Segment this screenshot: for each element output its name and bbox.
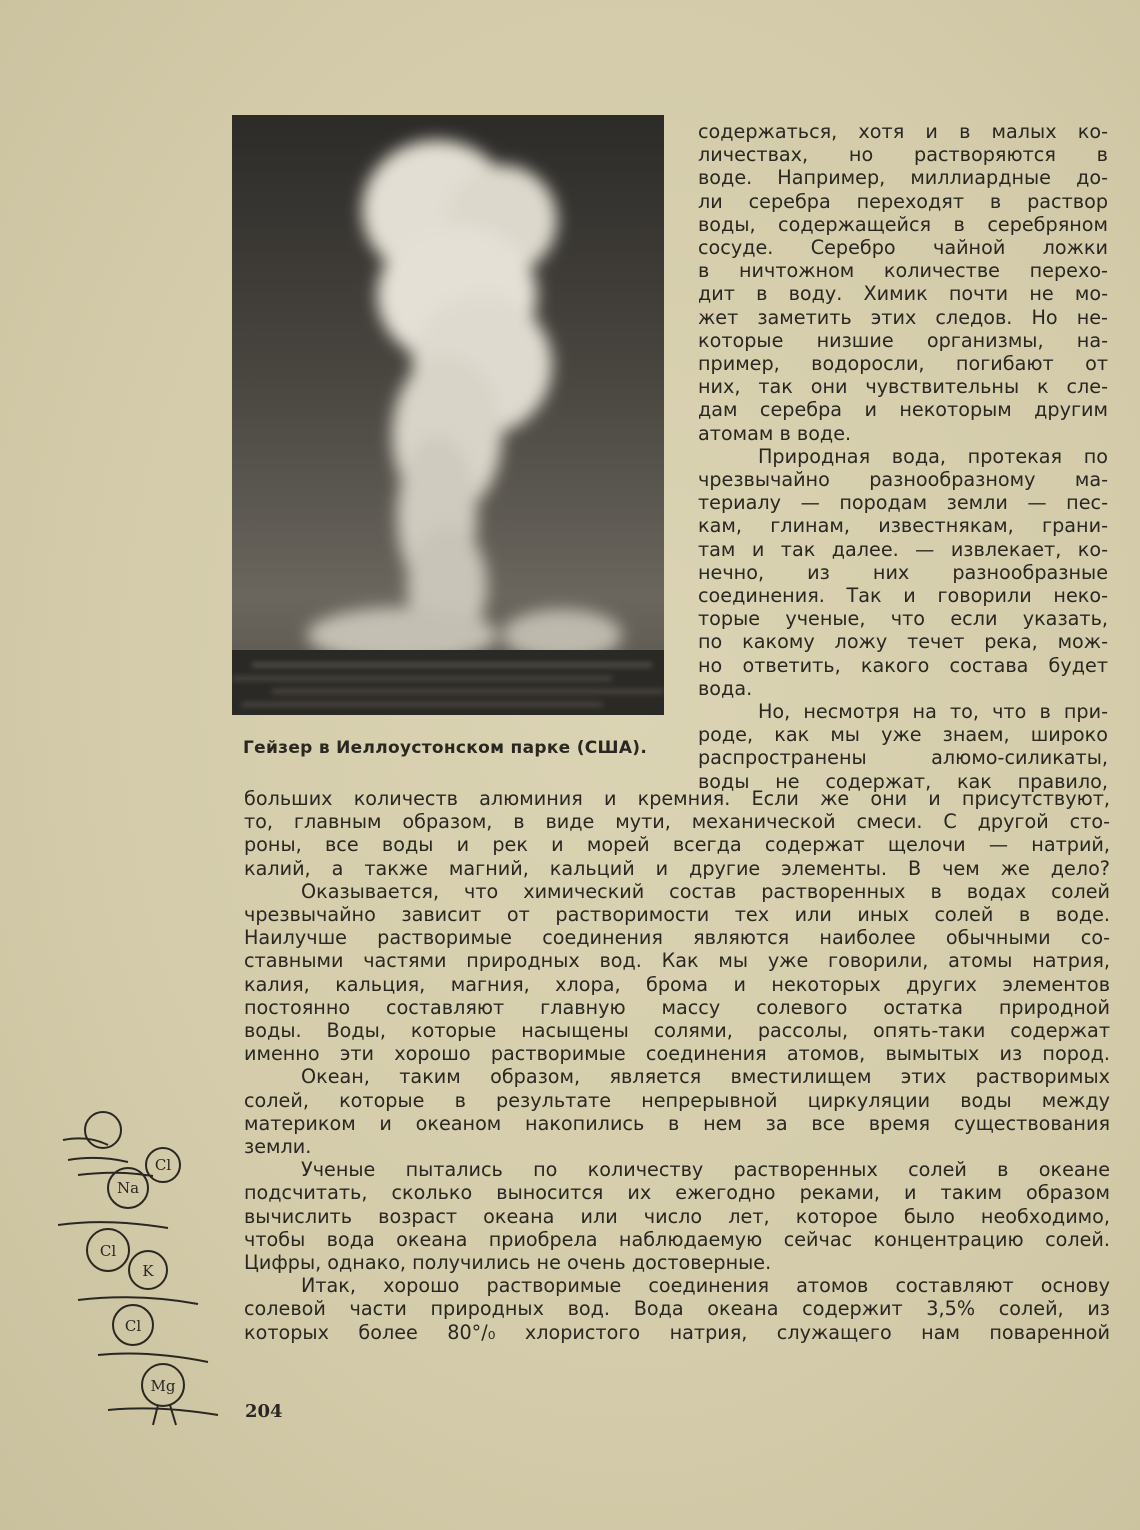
text-line: Итак, хорошо растворимые соединения атомов составляют основу	[301, 1274, 1110, 1298]
text-line: чтобы вода океана приобрела наблюдаемую сейчас концентрацию солей.	[244, 1227, 1110, 1251]
text-line: именно эти хорошо растворимые соединения атомов, вымытых из пород.	[244, 1042, 1110, 1066]
text-line: материком и океаном накопились в нем за все время существования	[244, 1111, 1110, 1135]
text-line: то, главным образом, в виде мути, механической смеси. С другой сто-	[244, 810, 1110, 834]
text-line: жет заметить этих следов. Но не-	[698, 305, 1108, 329]
text-line: воды не содержат, как правило,	[698, 769, 1108, 793]
text-line: сосуде. Серебро чайной ложки	[698, 236, 1108, 260]
atom-label: Cl	[124, 1317, 142, 1335]
text-line: кам, глинам, известнякам, грани-	[698, 514, 1108, 538]
text-line: чрезвычайно зависит от растворимости тех или иных солей в воде.	[244, 903, 1110, 927]
geyser-photo	[232, 115, 664, 715]
text-line: калия, кальция, магния, хлора, брома и некоторых других элементов	[244, 972, 1110, 996]
text-line: Цифры, однако, получились не очень достоверные.	[244, 1251, 772, 1275]
figure-caption: Гейзер в Иеллоустонском парке (США).	[243, 738, 648, 758]
text-line: солевой части природных вод. Вода океана содержит 3,5% солей, из	[244, 1297, 1110, 1321]
text-line: которых более 80°/₀ хлористого натрия, служащего нам поваренной	[244, 1320, 1110, 1344]
text-line: Наилучше растворимые соединения являются наиболее обычными со-	[244, 926, 1110, 950]
text-line: но ответить, какого состава будет	[698, 653, 1108, 677]
text-line: больших количеств алюминия и кремния. Если же они и присутствуют,	[244, 787, 1110, 810]
text-line: воды, содержащейся в серебряном	[698, 212, 1108, 236]
text-line: Оказывается, что химический состав растворенных в водах солей	[301, 879, 1110, 903]
full-width-text	[244, 787, 1110, 1344]
text-line: в ничтожном количестве перехо-	[698, 259, 1108, 283]
text-line: земли.	[244, 1135, 312, 1159]
atom-label: Cl	[99, 1242, 117, 1260]
text-line: Ученые пытались по количеству растворенных солей в океане	[301, 1158, 1110, 1182]
text-line: териалу — породам земли — пес-	[698, 491, 1108, 515]
text-line: роны, все воды и рек и морей всегда содержат щелочи — натрий,	[244, 833, 1110, 857]
atom-label: K	[142, 1262, 154, 1280]
page-number: 204	[245, 1401, 283, 1422]
atom-label: Mg	[150, 1377, 176, 1395]
text-line: распространены алюмо-силикаты,	[698, 746, 1108, 770]
text-line: подсчитать, сколько выносится их ежегодно реками, и таким образом	[244, 1181, 1110, 1205]
text-line: роде, как мы уже знаем, широко	[698, 723, 1108, 747]
text-line: пример, водоросли, погибают от	[698, 352, 1108, 376]
text-line: дам серебра и некоторым другим	[698, 398, 1108, 422]
text-line: воде. Например, миллиардные до-	[698, 166, 1108, 190]
text-line: ставными частями природных вод. Как мы уже говорили, атомы натрия,	[244, 949, 1110, 973]
atom-characters-doodle	[58, 1100, 238, 1430]
text-line: дит в воду. Химик почти не мо-	[698, 282, 1108, 306]
text-line: Природная вода, протекая по	[758, 444, 1108, 468]
atom-label: Na	[116, 1179, 140, 1197]
text-line: по какому ложу течет река, мож-	[698, 630, 1108, 654]
text-line: Но, несмотря на то, что в при-	[758, 700, 1108, 724]
text-line: личествах, но растворяются в	[698, 143, 1108, 167]
text-line: калий, а также магний, кальций и другие элементы. В чем же дело?	[244, 856, 1110, 880]
text-line: вычислить возраст океана или число лет, которое было необходимо,	[244, 1204, 1110, 1228]
text-line: нечно, из них разнообразные	[698, 560, 1108, 584]
text-line: содержаться, хотя и в малых ко-	[698, 120, 1108, 143]
text-line: вода.	[698, 676, 753, 700]
text-line: них, так они чувствительны к сле-	[698, 375, 1108, 399]
right-column-text	[698, 120, 1108, 793]
text-line: Океан, таким образом, является вместилищем этих растворимых	[301, 1065, 1110, 1089]
text-line: солей, которые в результате непрерывной циркуляции воды между	[244, 1088, 1110, 1112]
text-line: торые ученые, что если указать,	[698, 607, 1108, 631]
text-line: которые низшие организмы, на-	[698, 328, 1108, 352]
text-line: ли серебра переходят в раствор	[698, 189, 1108, 213]
text-line: воды. Воды, которые насыщены солями, рассолы, опять-таки содержат	[244, 1019, 1110, 1043]
text-line: постоянно составляют главную массу солевого остатка природной	[244, 995, 1110, 1019]
text-line: атомам в воде.	[698, 421, 852, 445]
atom-label: Cl	[154, 1156, 172, 1174]
geyser-image	[232, 115, 664, 715]
text-line: чрезвычайно разнообразному ма-	[698, 468, 1108, 492]
text-line: соединения. Так и говорили неко-	[698, 584, 1108, 608]
text-line: там и так далее. — извлекает, ко-	[698, 537, 1108, 561]
wave-lines	[63, 1138, 153, 1176]
